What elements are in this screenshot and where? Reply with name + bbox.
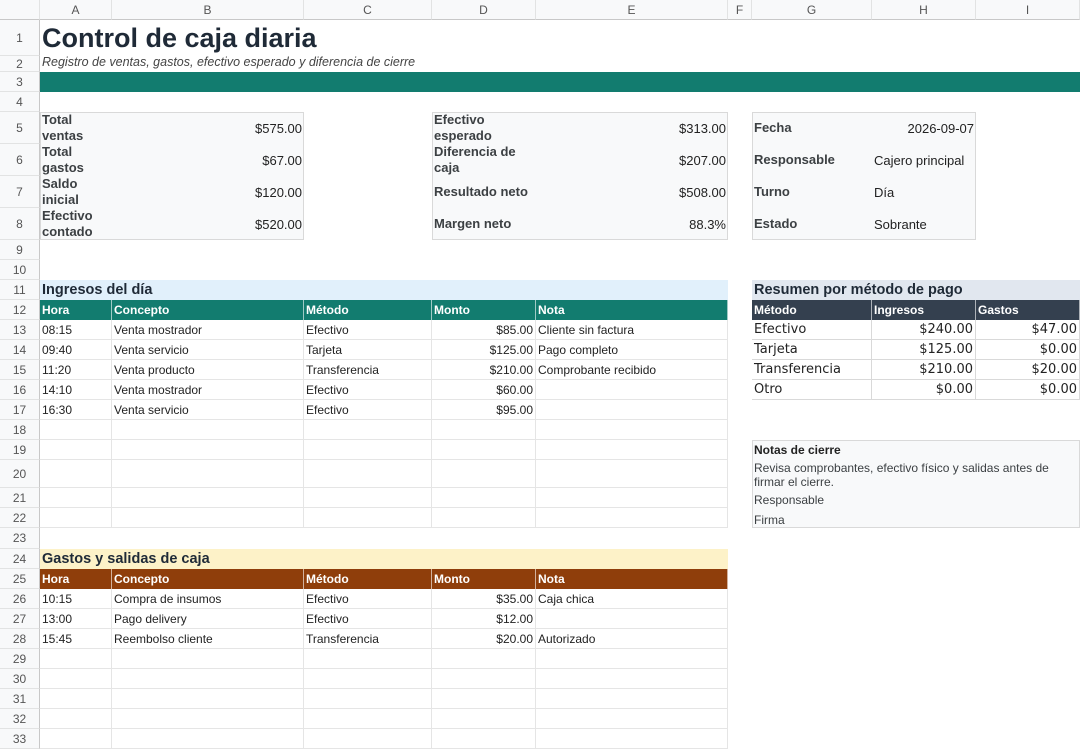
income-cell[interactable] xyxy=(112,508,304,528)
kpi-label: Saldo inicial xyxy=(42,176,79,207)
income-cell[interactable]: Efectivo xyxy=(304,380,432,400)
kpi-value: $508.00 xyxy=(679,184,726,200)
income-cell[interactable]: Venta servicio xyxy=(112,400,304,420)
row-header[interactable]: 2 xyxy=(0,56,40,72)
kpi-value: $520.00 xyxy=(255,216,302,232)
kpi-label: Total gastos xyxy=(42,144,84,175)
summary-cell[interactable]: Tarjeta xyxy=(752,340,872,360)
income-section-title: Ingresos del día xyxy=(42,282,153,298)
row-header[interactable]: 11 xyxy=(0,280,40,300)
info-value[interactable]: Día xyxy=(874,184,895,200)
income-cell[interactable]: Efectivo xyxy=(304,320,432,340)
row-header[interactable]: 17 xyxy=(0,400,40,420)
expense-cell[interactable]: $12.00 xyxy=(432,609,536,629)
income-cell[interactable] xyxy=(536,488,728,508)
income-cell[interactable] xyxy=(432,508,536,528)
income-cell[interactable] xyxy=(40,488,112,508)
summary-header-0[interactable]: Método xyxy=(752,300,872,320)
row-header[interactable]: 8 xyxy=(0,208,40,240)
expense-cell[interactable] xyxy=(536,609,728,629)
income-cell[interactable] xyxy=(536,380,728,400)
income-cell[interactable] xyxy=(536,508,728,528)
page-title: Control de caja diaria xyxy=(42,22,317,53)
income-cell[interactable]: $85.00 xyxy=(432,320,536,340)
summary-cell[interactable]: Transferencia xyxy=(752,360,872,380)
row-header[interactable]: 13 xyxy=(0,320,40,340)
income-cell[interactable]: $125.00 xyxy=(432,340,536,360)
column-header-a[interactable]: A xyxy=(40,0,112,20)
summary-cell[interactable]: $47.00 xyxy=(976,320,1080,340)
expense-cell[interactable]: Compra de insumos xyxy=(112,589,304,609)
expense-cell[interactable] xyxy=(40,669,112,689)
income-cell[interactable] xyxy=(40,440,112,460)
expense-cell[interactable]: 15:45 xyxy=(40,629,112,649)
kpi-label: Diferencia de caja xyxy=(434,144,516,175)
row-header[interactable]: 4 xyxy=(0,92,40,112)
income-cell[interactable]: Cliente sin factura xyxy=(536,320,728,340)
row-header[interactable]: 33 xyxy=(0,729,40,749)
income-cell[interactable]: 09:40 xyxy=(40,340,112,360)
summary-cell[interactable]: $125.00 xyxy=(872,340,976,360)
expense-header-nota[interactable]: Nota xyxy=(536,569,728,589)
income-cell[interactable]: 08:15 xyxy=(40,320,112,340)
income-cell[interactable] xyxy=(432,488,536,508)
income-cell[interactable] xyxy=(536,460,728,488)
expense-cell[interactable] xyxy=(112,669,304,689)
expense-cell[interactable] xyxy=(112,689,304,709)
notes-text: Revisa comprobantes, efectivo físico y salidas antes de firmar el cierre. xyxy=(754,461,1049,489)
info-label: Turno xyxy=(754,184,790,199)
row-header[interactable]: 16 xyxy=(0,380,40,400)
kpi-value: $120.00 xyxy=(255,184,302,200)
expense-cell[interactable] xyxy=(304,689,432,709)
info-value[interactable]: Sobrante xyxy=(874,216,927,232)
summary-cell[interactable]: $210.00 xyxy=(872,360,976,380)
page-subtitle: Registro de ventas, gastos, efectivo esperado y diferencia de cierre xyxy=(42,55,416,69)
income-header-concepto[interactable]: Concepto xyxy=(112,300,304,320)
expense-cell[interactable] xyxy=(112,729,304,749)
income-cell[interactable] xyxy=(536,440,728,460)
income-cell[interactable] xyxy=(536,400,728,420)
summary-header-2[interactable]: Gastos xyxy=(976,300,1080,320)
income-cell[interactable] xyxy=(432,420,536,440)
income-cell[interactable] xyxy=(112,460,304,488)
summary-header-1[interactable]: Ingresos xyxy=(872,300,976,320)
summary-cell[interactable]: Otro xyxy=(752,380,872,400)
expense-cell[interactable] xyxy=(432,669,536,689)
row-header[interactable]: 15 xyxy=(0,360,40,380)
income-cell[interactable] xyxy=(112,488,304,508)
expense-cell[interactable] xyxy=(536,689,728,709)
income-cell[interactable] xyxy=(112,420,304,440)
expense-cell[interactable] xyxy=(40,729,112,749)
income-header-nota[interactable]: Nota xyxy=(536,300,728,320)
expense-cell[interactable] xyxy=(536,709,728,729)
row-header[interactable]: 18 xyxy=(0,420,40,440)
income-cell[interactable]: Efectivo xyxy=(304,400,432,420)
row-header[interactable]: 31 xyxy=(0,689,40,709)
expense-cell[interactable]: Caja chica xyxy=(536,589,728,609)
title-accent-bar xyxy=(40,72,1080,92)
column-header-f[interactable]: F xyxy=(728,0,752,20)
info-label: Fecha xyxy=(754,120,792,135)
expense-cell[interactable]: $20.00 xyxy=(432,629,536,649)
column-header-e[interactable]: E xyxy=(536,0,728,20)
row-header[interactable]: 24 xyxy=(0,549,40,569)
row-header[interactable]: 12 xyxy=(0,300,40,320)
kpi-value: $207.00 xyxy=(679,152,726,168)
expense-cell[interactable] xyxy=(304,649,432,669)
expense-cell[interactable]: Efectivo xyxy=(304,589,432,609)
expense-cell[interactable]: Transferencia xyxy=(304,629,432,649)
income-cell[interactable] xyxy=(304,508,432,528)
notes-title: Notas de cierre xyxy=(754,443,841,457)
income-cell[interactable] xyxy=(432,440,536,460)
income-header-mtodo[interactable]: Método xyxy=(304,300,432,320)
income-cell[interactable]: Tarjeta xyxy=(304,340,432,360)
income-cell[interactable]: Comprobante recibido xyxy=(536,360,728,380)
row-header[interactable]: 25 xyxy=(0,569,40,589)
income-cell[interactable] xyxy=(304,440,432,460)
kpi-value: $67.00 xyxy=(262,152,302,168)
income-cell[interactable]: Venta mostrador xyxy=(112,380,304,400)
row-header[interactable]: 3 xyxy=(0,72,40,92)
expense-cell[interactable]: Efectivo xyxy=(304,609,432,629)
income-cell[interactable] xyxy=(536,420,728,440)
expense-cell[interactable] xyxy=(304,729,432,749)
column-header-g[interactable]: G xyxy=(752,0,872,20)
expense-cell[interactable] xyxy=(40,709,112,729)
row-header[interactable]: 5 xyxy=(0,112,40,144)
row-header[interactable]: 7 xyxy=(0,176,40,208)
expense-cell[interactable] xyxy=(536,729,728,749)
summary-cell[interactable]: Efectivo xyxy=(752,320,872,340)
expense-cell[interactable] xyxy=(536,669,728,689)
expense-cell[interactable]: 13:00 xyxy=(40,609,112,629)
expense-cell[interactable]: Pago delivery xyxy=(112,609,304,629)
row-header[interactable]: 22 xyxy=(0,508,40,528)
row-header[interactable]: 23 xyxy=(0,528,40,549)
income-cell[interactable]: Pago completo xyxy=(536,340,728,360)
column-header-d[interactable]: D xyxy=(432,0,536,20)
row-header[interactable]: 32 xyxy=(0,709,40,729)
kpi-label: Efectivo contado xyxy=(42,208,93,239)
income-cell[interactable]: Venta mostrador xyxy=(112,320,304,340)
income-cell[interactable]: Venta producto xyxy=(112,360,304,380)
notes-firma[interactable]: Firma xyxy=(754,513,785,527)
income-cell[interactable] xyxy=(304,460,432,488)
notes-responsable[interactable]: Responsable xyxy=(754,493,825,507)
expense-cell[interactable] xyxy=(432,689,536,709)
expense-cell[interactable] xyxy=(112,649,304,669)
expense-cell[interactable] xyxy=(40,689,112,709)
info-label: Responsable xyxy=(754,152,835,167)
kpi-label: Total ventas xyxy=(42,112,84,143)
expense-cell[interactable]: Reembolso cliente xyxy=(112,629,304,649)
summary-cell[interactable]: $20.00 xyxy=(976,360,1080,380)
income-cell[interactable] xyxy=(432,460,536,488)
row-header[interactable]: 10 xyxy=(0,260,40,280)
expense-header-concepto[interactable]: Concepto xyxy=(112,569,304,589)
expense-cell[interactable] xyxy=(304,669,432,689)
expense-cell[interactable]: 10:15 xyxy=(40,589,112,609)
expense-cell[interactable] xyxy=(432,729,536,749)
income-cell[interactable]: 14:10 xyxy=(40,380,112,400)
kpi-label: Resultado neto xyxy=(434,184,528,199)
income-cell[interactable]: 16:30 xyxy=(40,400,112,420)
row-header[interactable]: 19 xyxy=(0,440,40,460)
income-cell[interactable] xyxy=(112,440,304,460)
income-cell[interactable] xyxy=(304,488,432,508)
income-cell[interactable]: Venta servicio xyxy=(112,340,304,360)
summary-cell[interactable]: $240.00 xyxy=(872,320,976,340)
kpi-value: 88.3% xyxy=(689,216,726,232)
row-header[interactable]: 26 xyxy=(0,589,40,609)
expense-cell[interactable] xyxy=(536,649,728,669)
income-cell[interactable] xyxy=(304,420,432,440)
row-header[interactable]: 28 xyxy=(0,629,40,649)
column-header-c[interactable]: C xyxy=(304,0,432,20)
row-header[interactable]: 21 xyxy=(0,488,40,508)
income-header-hora[interactable]: Hora xyxy=(40,300,112,320)
column-header-b[interactable]: B xyxy=(112,0,304,20)
corner-cell[interactable] xyxy=(0,0,40,20)
expense-cell[interactable] xyxy=(112,709,304,729)
summary-cell[interactable]: $0.00 xyxy=(976,380,1080,400)
income-cell[interactable]: $60.00 xyxy=(432,380,536,400)
row-header[interactable]: 6 xyxy=(0,144,40,176)
row-header[interactable]: 9 xyxy=(0,240,40,260)
column-header-h[interactable]: H xyxy=(872,0,976,20)
expense-cell[interactable]: Autorizado xyxy=(536,629,728,649)
expense-cell[interactable]: $35.00 xyxy=(432,589,536,609)
row-header[interactable]: 1 xyxy=(0,20,40,56)
expense-header-mtodo[interactable]: Método xyxy=(304,569,432,589)
summary-cell[interactable]: $0.00 xyxy=(976,340,1080,360)
kpi-value: $575.00 xyxy=(255,120,302,136)
income-cell[interactable] xyxy=(40,460,112,488)
column-header-i[interactable]: I xyxy=(976,0,1080,20)
kpi-value: $313.00 xyxy=(679,120,726,136)
info-value[interactable]: Cajero principal xyxy=(874,152,965,168)
kpi-label: Margen neto xyxy=(434,216,512,231)
row-header[interactable]: 27 xyxy=(0,609,40,629)
summary-cell[interactable]: $0.00 xyxy=(872,380,976,400)
expense-cell[interactable] xyxy=(432,709,536,729)
expense-header-hora[interactable]: Hora xyxy=(40,569,112,589)
income-header-monto[interactable]: Monto xyxy=(432,300,536,320)
row-header[interactable]: 20 xyxy=(0,460,40,488)
expense-cell[interactable] xyxy=(432,649,536,669)
income-cell[interactable]: $95.00 xyxy=(432,400,536,420)
expense-header-monto[interactable]: Monto xyxy=(432,569,536,589)
summary-section-title: Resumen por método de pago xyxy=(754,282,963,298)
income-cell[interactable] xyxy=(40,420,112,440)
kpi-label: Efectivo esperado xyxy=(434,112,492,143)
row-header[interactable]: 14 xyxy=(0,340,40,360)
income-cell[interactable] xyxy=(40,508,112,528)
row-header[interactable]: 29 xyxy=(0,649,40,669)
row-header[interactable]: 30 xyxy=(0,669,40,689)
income-cell[interactable]: Transferencia xyxy=(304,360,432,380)
info-value[interactable]: 2026-09-07 xyxy=(907,120,974,136)
income-cell[interactable]: 11:20 xyxy=(40,360,112,380)
expense-cell[interactable] xyxy=(304,709,432,729)
income-cell[interactable]: $210.00 xyxy=(432,360,536,380)
expense-cell[interactable] xyxy=(40,649,112,669)
expense-section-title: Gastos y salidas de caja xyxy=(42,551,210,567)
info-label: Estado xyxy=(754,216,798,231)
